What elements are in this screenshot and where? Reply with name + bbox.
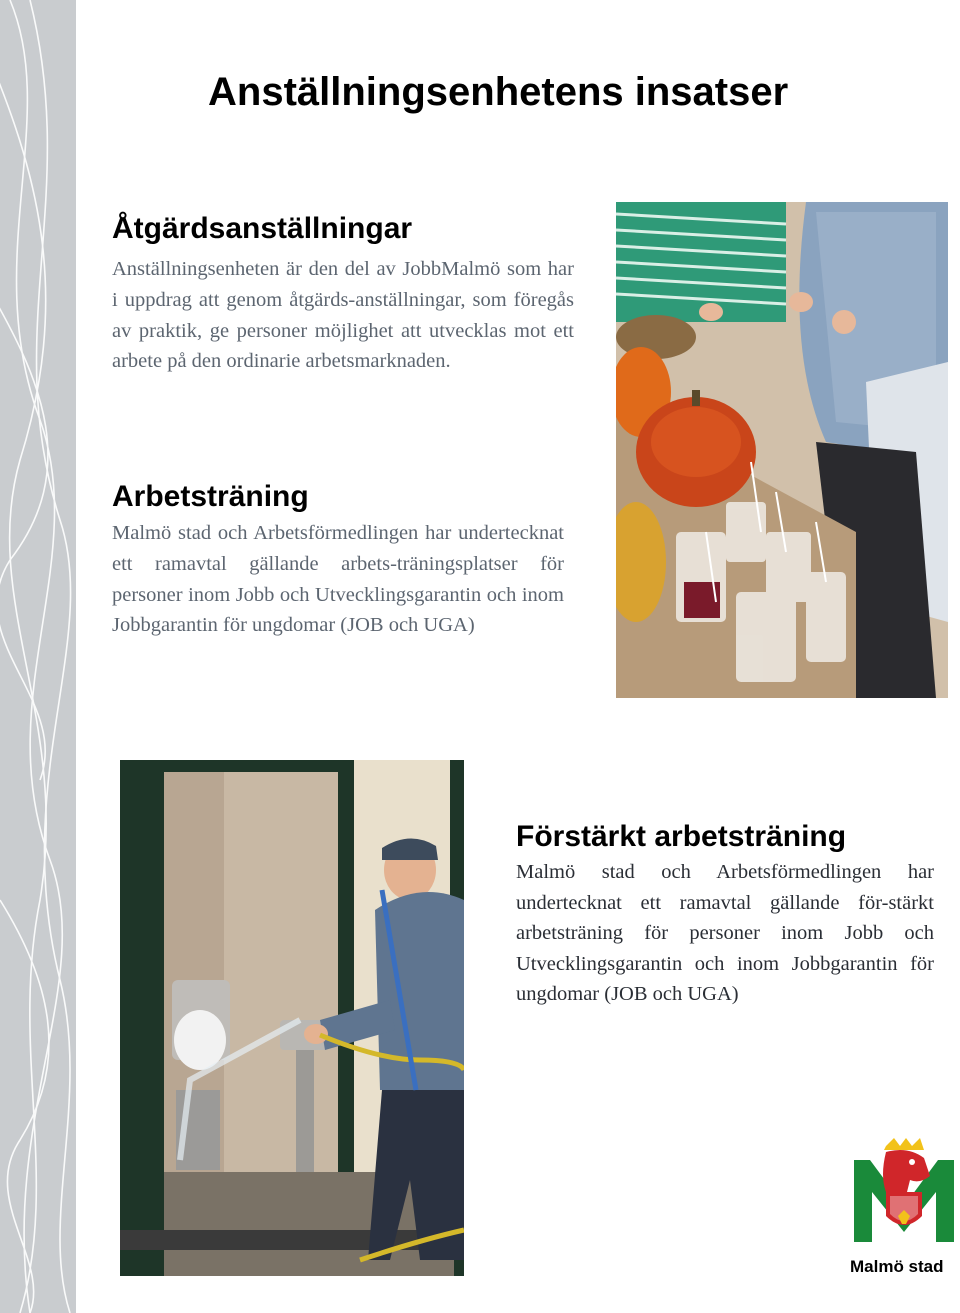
- section-text-arbetstraning: Malmö stad och Arbetsförmedlingen har undertecknat ett ramavtal gällande arbets-träningsplatser för personer inom Jobb och Utvecklingsgarantin och inom Jobbgarantin för ungdomar (JOB och UGA): [112, 522, 564, 637]
- photo-cleaning: [120, 760, 464, 1276]
- section-heading-atgardsanstallningar: Åtgärdsanställningar: [112, 212, 413, 245]
- section-heading-forstarkt-arbetstraning: Förstärkt arbetsträning: [516, 820, 847, 853]
- logo-text: Malmö stad: [850, 1257, 944, 1276]
- malmo-stad-logo: [850, 1136, 960, 1276]
- photo-buffet: [616, 202, 948, 698]
- section-heading-arbetstraning: Arbetsträning: [112, 480, 309, 513]
- section-text-forstarkt-arbetstraning: Malmö stad och Arbetsförmedlingen har undertecknat ett ramavtal gällande för-stärkt arbetsträning för personer inom Jobb och Utvecklingsgarantin och inom Jobbgarantin för ungdomar (JOB och UGA): [516, 861, 934, 1005]
- section-text-atgardsanstallningar: Anställningsenheten är den del av JobbMalmö som har i uppdrag att genom åtgärds-anställningar, som föregås av praktik, ge personer möjlighet att utvecklas mot ett arbete på den ordinarie arbetsmarknaden.: [112, 258, 574, 373]
- buffet-illustration: [616, 202, 948, 698]
- sidebar-curves: [0, 0, 76, 1313]
- decorative-sidebar: [0, 0, 76, 1313]
- malmo-coat-of-arms-icon: [850, 1136, 958, 1248]
- cleaning-illustration: [120, 760, 464, 1276]
- page-title: Anställningsenhetens insatser: [208, 70, 789, 114]
